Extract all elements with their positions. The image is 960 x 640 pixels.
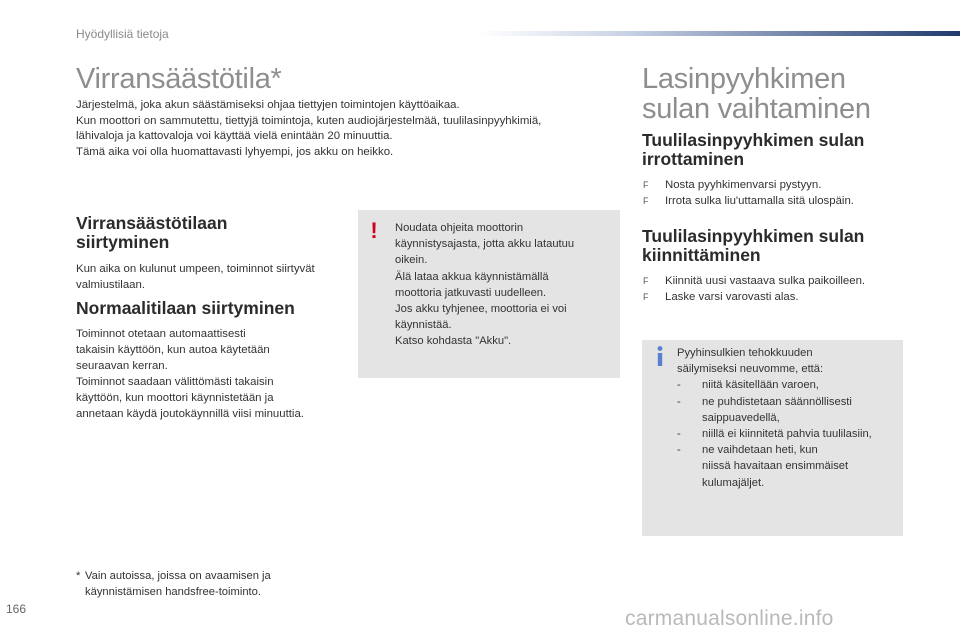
list-item: - ne vaihdetaan heti, kun niissä havaitaan ensimmäiset kulumajäljet. [677,444,849,489]
info-box [642,340,903,536]
bullet-arrow-icon: F [643,292,649,303]
section-label: Hyödyllisiä tietoja [76,27,169,41]
bullet-list [642,273,942,306]
list-item: F Irrota sulka liu'uttamalla sitä ulospäin. [642,193,942,209]
section-removing-blade [642,131,942,210]
list-item: F Kiinnitä uusi vastaava sulka paikoilleen. [642,273,942,289]
section-heading: Normaalitilaan siirtyminen [76,298,295,318]
section-heading: Virransäästötilaan siirtyminen [76,213,228,252]
list-item: - ne puhdistetaan säännöllisesti saippuavedellä, [677,395,852,424]
info-list [677,377,899,490]
list-item: F Nosta pyyhkimenvarsi pystyyn. [642,177,942,193]
footnote: * Vain autoissa, joissa on avaamisen ja käynnistämisen handsfree-toiminto. [76,570,271,598]
warning-box [358,210,620,378]
header-gradient-bar [480,31,960,36]
intro-line: Kun moottori on sammutettu, tiettyjä toimintoja, kuten audiojärjestelmää, tuulilasinpyyhkimiä, [76,114,542,127]
page-number: 166 [6,602,27,616]
bullet-arrow-icon: F [643,180,649,190]
section-text: Kun aika on kulunut umpeen, toiminnot siirtyvät valmiustilaan. [76,263,315,291]
page-title-wiper-blade: Lasinpyyhkimen sulan vaihtaminen [642,63,871,125]
section-heading: Tuulilasinpyyhkimen sulan irrottaminen [642,130,865,169]
section-fitting-blade [642,227,942,306]
intro-line: Tämä aika voi olla huomattavasti lyhyempi, jos akku on heikko. [76,145,394,158]
section-heading: Tuulilasinpyyhkimen sulan kiinnittäminen [642,226,865,265]
list-item: F Laske varsi varovasti alas. [642,289,942,305]
warning-text: Noudata ohjeita moottorin käynnistysajasta, jotta akku latautuu oikein. Älä lataa akkua käynnistämällä moottoria jatkuvasti uudelleen. Jos akku tyhjenee, moottoria ei voi käynnistää. Katso kohdasta "Akku". [395,222,575,348]
list-item: - niitä käsitellään varoen, [677,379,819,392]
info-text: Pyyhinsulkien tehokkuuden säilymiseksi neuvomme, että: - niitä käsitellään varoen, - ne puhdistetaan säännöllisesti saippuavedellä, - niillä ei kiinnitetä pahvia tuulilasiin, - ne vaihdetaan heti, kun niissä havaitaan ensimmäiset kulumajäljet. [677,345,899,491]
exclamation-icon: ! [370,218,378,243]
list-item: - niillä ei kiinnitetä pahvia tuulilasiin, [677,428,872,441]
intro-line: lähivaloja ja kattovaloja voi käyttää vielä enintään 20 minuuttia. [76,130,393,143]
section-normal-mode [76,299,356,422]
intro-line: Järjestelmä, joka akun säästämiseksi ohjaa tiettyjen toimintojen käyttöaikaa. [76,99,460,111]
bullet-arrow-icon: F [643,276,649,286]
bullet-arrow-icon: F [643,196,649,207]
section-text: Toiminnot otetaan automaattisesti takaisin käyttöön, kun autoa käytetään seuraavan kerran. Toiminnot saadaan välittömästi takaisin käyttöön, kun moottori käynnistetään ja annetaan käydä joutokäynnillä viisi minuuttia. [76,328,304,420]
info-icon [655,345,665,367]
section-entering-power-saving [76,214,346,293]
page-title-power-saving: Virransäästötila* [76,63,282,95]
bullet-list [642,177,942,210]
intro-paragraph [76,98,616,160]
watermark: carmanualsonline.info [625,607,834,630]
